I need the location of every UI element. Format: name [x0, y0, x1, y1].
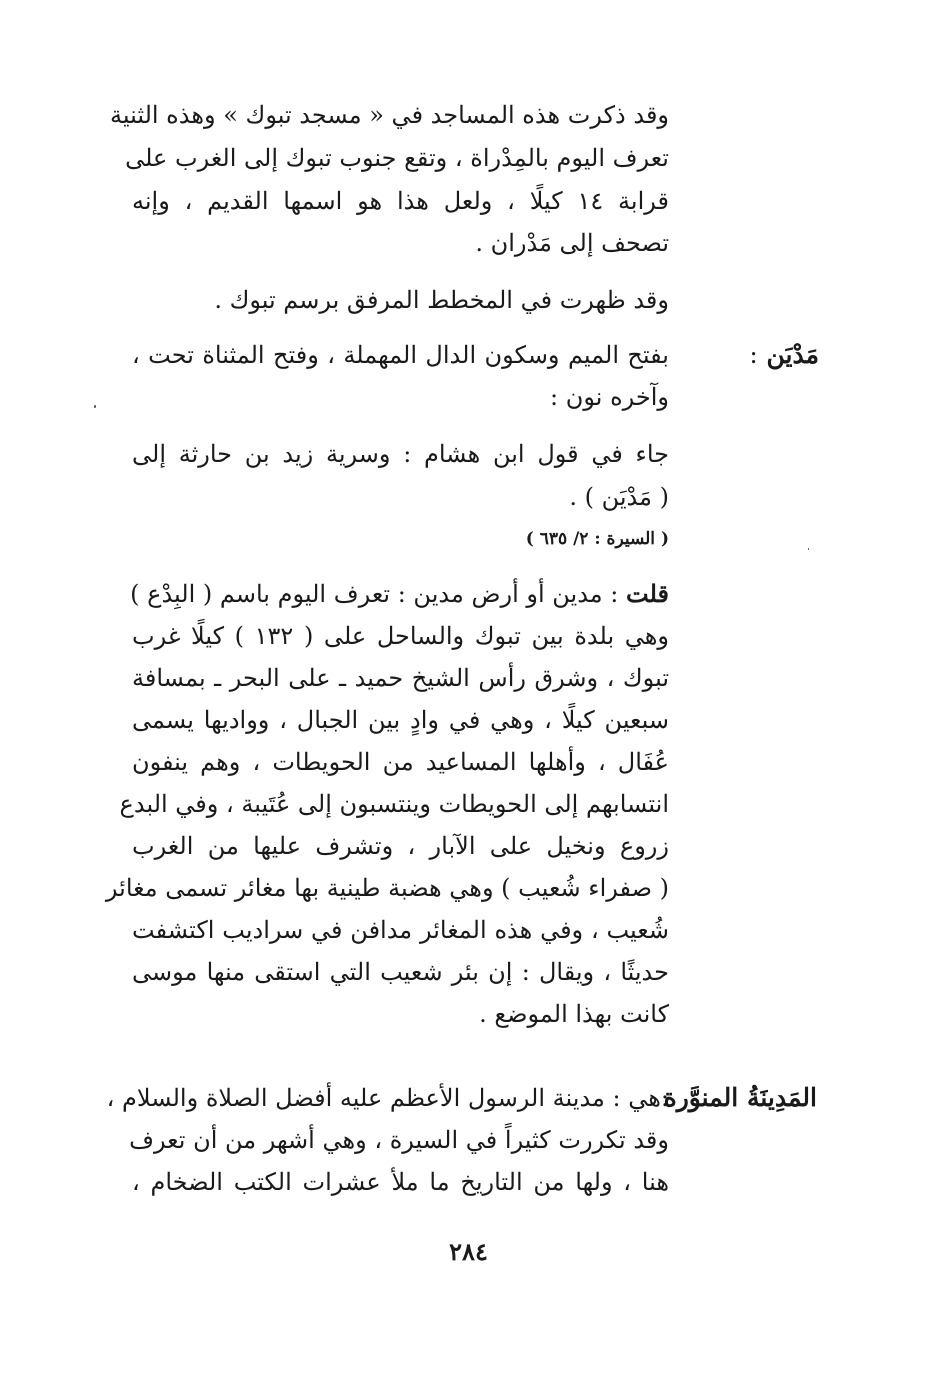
madina-line-1: :هي : مدينة الرسول الأعظم عليه أفضل الصلاة والسلام ،: [106, 1084, 669, 1112]
madyan-quote-line-2: ( مَدْيَن ) .: [569, 483, 669, 511]
madyan-qult-line-11: كانت بهذا الموضع .: [479, 1000, 669, 1028]
paragraph-1-line-1: وقد ذكرت هذه المساجد في « مسجد تبوك » وهذه الثنية: [109, 101, 669, 129]
qult-first-text: : مدين أو أرض مدين : تعرف اليوم باسم ( البِدْع ): [130, 580, 619, 608]
headword-madyan-colon: :: [749, 340, 758, 369]
madyan-qult-line-1: [132, 574, 669, 614]
page-number: ٢٨٤: [449, 1237, 488, 1266]
headword-madyan-text: مَدْيَن: [766, 340, 819, 369]
madyan-qult-line-6: انتسابهم إلى الحويطات وينتسبون إلى عُتَيبة ، وفي البدع: [119, 790, 669, 818]
scan-speck: [808, 548, 809, 550]
madyan-qult-line-9: شُعيب ، وفي هذه المغائر مدافن في سراديب اكتشفت: [132, 916, 669, 944]
madyan-quote-line-1: جاء في قول ابن هشام : وسرية زيد بن حارثة إلى: [132, 440, 669, 468]
madyan-qult-line-10: حديثًا ، ويقال : إن بئر شعيب التي استقى منها موسى: [132, 958, 669, 986]
qult-label: قلت: [626, 579, 669, 608]
entry-headword-madyan: [749, 335, 819, 375]
madina-line-2: وقد تكررت كثيراً في السيرة ، وهي أشهر من أن تعرف: [129, 1126, 669, 1154]
madyan-definition-line-2: وآخره نون :: [550, 383, 669, 411]
madyan-citation: ( السيرة : ٢/ ٦٣٥ ): [525, 529, 669, 549]
madyan-qult-line-8: ( صفراء شُعيب ) وهي هضبة طينية بها مغائر تسمى مغائر: [105, 874, 669, 902]
madina-line-3: هنا ، ولها من التاريخ ما ملأ عشرات الكتب الضخام ،: [132, 1168, 669, 1196]
paragraph-1-line-2: تعرف اليوم بالمِدْراة ، وتقع جنوب تبوك إلى الغرب على: [125, 144, 669, 172]
paragraph-1-line-3: قرابة ١٤ كيلًا ، ولعل هذا هو اسمها القديم ، وإنه: [132, 187, 669, 215]
paragraph-2: وقد ظهرت في المخطط المرفق برسم تبوك .: [214, 286, 669, 314]
madyan-definition-line-1: بفتح الميم وسكون الدال المهملة ، وفتح المثناة تحت ،: [132, 341, 669, 369]
scan-speck: [94, 405, 96, 408]
madyan-qult-line-5: عُفَال ، وأهلها المساعيد من الحويطات ، وهم ينفون: [132, 748, 669, 776]
madyan-qult-line-7: زروع ونخيل على الآبار ، وتشرف عليها من الغرب: [132, 832, 669, 860]
paragraph-1-line-4: تصحف إلى مَدْران .: [475, 229, 669, 257]
madyan-qult-line-3: تبوك ، وشرق رأس الشيخ حميد ـ على البحر ـ بمسافة: [132, 664, 669, 692]
madyan-qult-line-2: وهي بلدة بين تبوك والساحل على ( ١٣٢ ) كيلًا غرب: [132, 622, 670, 650]
entry-headword-madina: المَدِينَةُ المنوَّرة: [663, 1083, 817, 1112]
madyan-qult-line-4: سبعين كيلًا ، وهي في وادٍ بين الجبال ، وواديها يسمى: [132, 706, 669, 734]
